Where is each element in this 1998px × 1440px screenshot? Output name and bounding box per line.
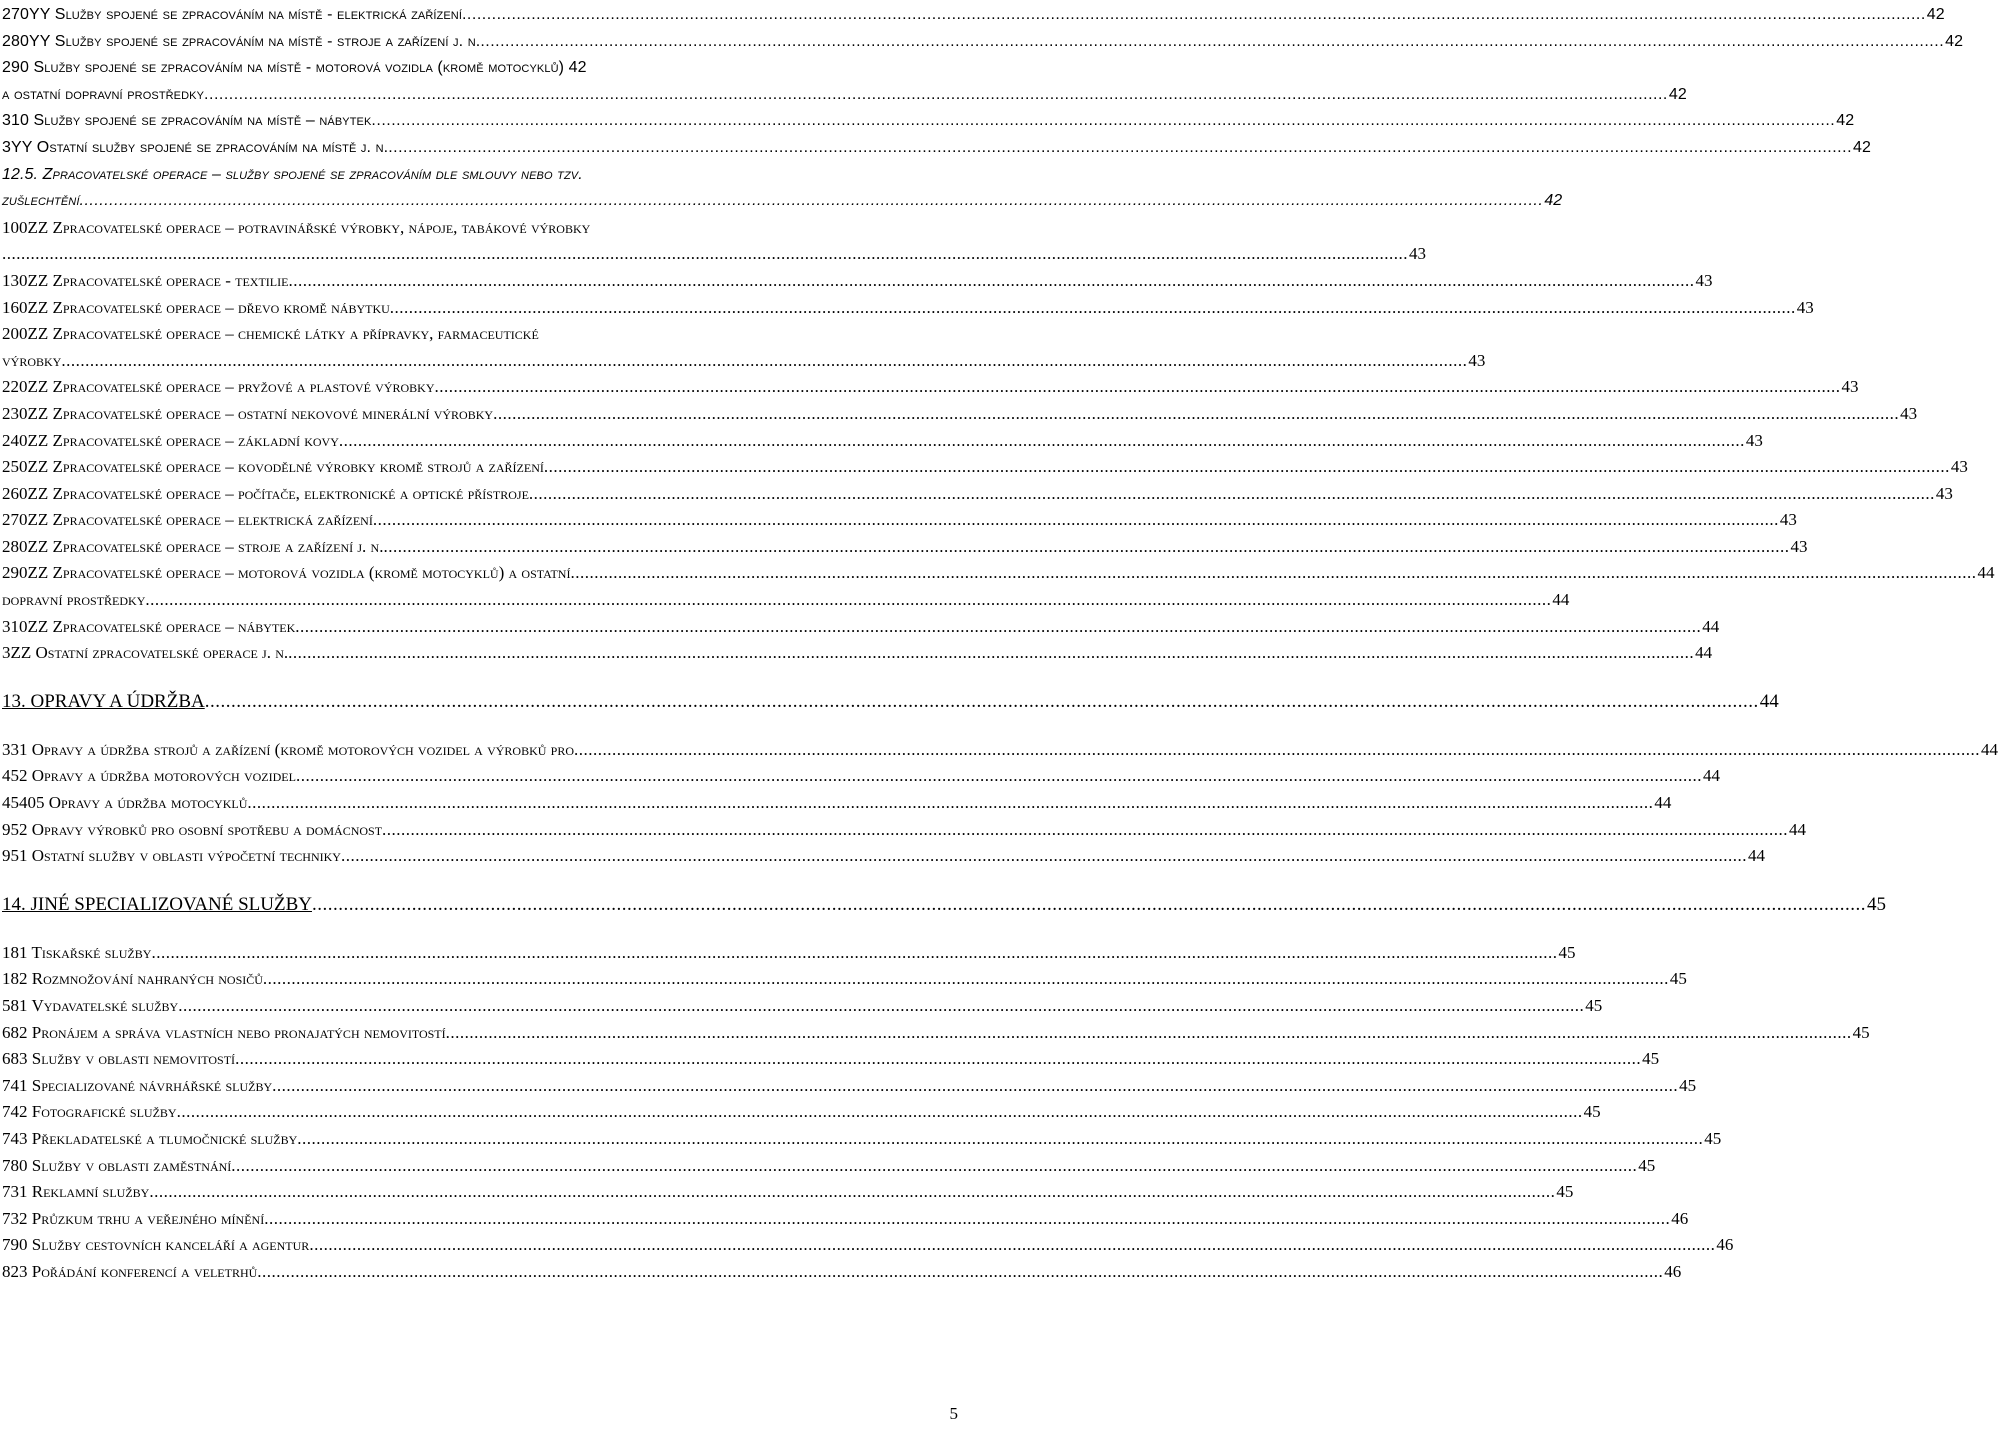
dot-leader (388, 135, 1852, 162)
toc-entry-page: 42 (1544, 192, 1563, 210)
dot-leader (204, 82, 1668, 109)
toc-entry-title: 732 Průzkum trhu a veřejného mínění (2, 1208, 265, 1228)
toc-entry-title: 682 Pronájem a správa vlastních nebo pronajatých nemovitostí (2, 1022, 446, 1042)
toc-entry-title: 743 Překladatelské a tlumočnické služby (2, 1128, 298, 1148)
toc-entry[interactable] (0, 29, 1964, 56)
toc-entry[interactable] (0, 401, 1918, 428)
toc-entry-page: 45 (1669, 969, 1687, 989)
toc-entry-title: výrobky (2, 350, 62, 370)
toc-entry-page: 45 (1638, 1155, 1656, 1175)
dot-leader (462, 2, 1926, 29)
toc-entry-title: 290 Služby spojené se zpracováním na místě - motorová vozidla (kromě motocyklů) 42 (2, 59, 587, 77)
toc-entry-page: 45 (1704, 1128, 1722, 1148)
toc-entry[interactable] (0, 560, 1995, 587)
toc-entry[interactable] (0, 507, 1797, 534)
toc-entry-page: 45 (1679, 1075, 1697, 1095)
toc-entry[interactable] (0, 428, 1763, 455)
toc-entry[interactable] (0, 940, 1576, 967)
page-number: 5 (949, 1404, 958, 1423)
toc-entry-title: 280YY Služby spojené se zpracováním na místě - stroje a zařízení j. n. (2, 32, 481, 50)
toc-entry[interactable] (0, 348, 1486, 375)
toc-entry[interactable] (0, 1206, 1689, 1233)
dot-leader (151, 940, 1557, 967)
dot-leader (480, 29, 1944, 56)
toc-entry-title: 220ZZ Zpracovatelské operace – pryžové a plastové výrobky (2, 377, 435, 397)
toc-entry-title: 13. OPRAVY A ÚDRŽBA (2, 690, 205, 712)
toc-entry-page: 43 (1695, 270, 1713, 290)
toc-entry-title: 731 Reklamní služby (2, 1182, 150, 1202)
toc-entry[interactable] (0, 1020, 1870, 1047)
toc-entry-title: 452 Opravy a údržba motorových vozidel (2, 766, 296, 786)
dot-leader (178, 993, 1584, 1020)
toc-entry-title: 952 Opravy výrobků pro osobní spotřebu a domácnost (2, 819, 383, 839)
toc-entry-page: 45 (1558, 942, 1576, 962)
dot-leader (297, 1126, 1703, 1153)
toc-entry-page: 42 (1926, 6, 1945, 23)
toc-entry[interactable] (0, 614, 1720, 641)
toc-entry[interactable] (0, 763, 1720, 790)
toc-entry-page: 43 (1841, 377, 1859, 397)
table-of-contents (0, 2, 1998, 1286)
toc-entry-title: 240ZZ Zpracovatelské operace – základní kovy (2, 430, 339, 450)
toc-section-heading[interactable] (0, 888, 1886, 922)
dot-leader (446, 1020, 1852, 1047)
toc-entry-title: 742 Fotografické služby (2, 1102, 177, 1122)
dot-leader (61, 348, 1467, 375)
toc-entry-title: 250ZZ Zpracovatelské operace – kovodělné výrobky kromě strojů a zařízení (2, 457, 544, 477)
toc-entry[interactable] (0, 640, 1713, 667)
dot-leader (2, 241, 1408, 268)
toc-entry-page: 44 (1702, 616, 1720, 636)
toc-entry-page: 45 (1852, 1022, 1870, 1042)
toc-entry-page: 42 (1836, 112, 1855, 130)
toc-entry-title: 280ZZ Zpracovatelské operace – stroje a zařízení j. n. (2, 536, 384, 556)
toc-entry-page: 43 (1796, 297, 1814, 317)
toc-entry[interactable] (0, 55, 960, 82)
toc-entry-page: 45 (1556, 1182, 1574, 1202)
spacer (0, 667, 960, 685)
dot-leader (371, 108, 1835, 135)
toc-entry-page: 46 (1716, 1235, 1734, 1255)
dot-leader (339, 428, 1745, 455)
toc-entry[interactable] (0, 268, 1713, 295)
toc-entry[interactable] (0, 1232, 1734, 1259)
toc-entry[interactable] (0, 82, 1687, 109)
toc-entry-title: 823 Pořádání konferencí a veletrhů (2, 1261, 258, 1281)
toc-entry[interactable] (0, 1259, 1682, 1286)
toc-entry-title: a ostatní dopravní prostředky (2, 85, 205, 103)
toc-entry-title: 3ZZ Ostatní zpracovatelské operace j. n. (2, 643, 289, 663)
toc-entry-page: 43 (1468, 350, 1486, 370)
toc-entry-title: 3YY Ostatní služby spojené se zpracováním na místě j. n. (2, 138, 389, 156)
toc-entry-title: 270YY Služby spojené se zpracováním na místě - elektrická zařízení (2, 6, 462, 23)
dot-leader (272, 1073, 1678, 1100)
toc-entry[interactable] (0, 993, 1603, 1020)
toc-entry-title: 310 Služby spojené se zpracováním na místě – nábytek (2, 112, 372, 130)
toc-entry-title: 230ZZ Zpracovatelské operace – ostatní nekovové minerální výrobky (2, 403, 494, 423)
toc-section-heading[interactable] (0, 685, 1779, 719)
toc-entry[interactable] (0, 135, 1872, 162)
toc-entry-title: 260ZZ Zpracovatelské operace – počítače, elektronické a optické přístroje (2, 483, 529, 503)
toc-entry-title: 780 Služby v oblasti zaměstnání (2, 1155, 232, 1175)
spacer (0, 870, 960, 888)
toc-entry-page: 44 (1695, 643, 1713, 663)
toc-entry[interactable] (0, 241, 1426, 268)
toc-entry-title: 741 Specializované návrhářské služby (2, 1075, 273, 1095)
dot-leader (309, 1232, 1715, 1259)
toc-entry[interactable] (0, 790, 1672, 817)
dot-leader (544, 454, 1950, 481)
toc-entry-title: 581 Vydavatelské služby (2, 996, 179, 1015)
dot-leader (235, 1046, 1641, 1073)
dot-leader (177, 1099, 1583, 1126)
toc-entry[interactable] (0, 843, 1765, 870)
dot-leader (382, 817, 1788, 844)
toc-entry[interactable] (0, 188, 1563, 215)
toc-entry[interactable] (0, 1073, 1697, 1100)
dot-leader (312, 888, 1866, 922)
toc-entry-title: 310ZZ Zpracovatelské operace – nábytek (2, 616, 296, 636)
toc-entry-title: 182 Rozmnožování nahraných nosičů (2, 969, 263, 989)
toc-entry-title: 45405 Opravy a údržba motocyklů (2, 793, 248, 813)
dot-leader (435, 374, 1841, 401)
toc-entry-page: 43 (1779, 510, 1797, 530)
dot-leader (247, 790, 1653, 817)
toc-entry[interactable] (0, 534, 1808, 561)
toc-entry-title: 270ZZ Zpracovatelské operace – elektrická zařízení (2, 510, 373, 530)
toc-entry[interactable] (0, 374, 1859, 401)
toc-entry-page: 45 (1583, 1102, 1601, 1122)
toc-entry-page: 42 (1945, 32, 1964, 50)
toc-entry[interactable] (0, 2, 1945, 29)
toc-entry-title: zušlechtění (2, 192, 80, 210)
dot-leader (288, 640, 1694, 667)
toc-entry-page: 46 (1664, 1261, 1682, 1281)
toc-entry-title: 181 Tiskařské služby (2, 942, 152, 962)
toc-entry[interactable] (0, 295, 1814, 322)
toc-entry-page: 44 (1977, 563, 1995, 583)
toc-entry-page: 44 (1759, 690, 1779, 712)
dot-leader (574, 737, 1980, 764)
spacer (0, 719, 960, 737)
toc-entry-title: 14. JINÉ SPECIALIZOVANÉ SLUŽBY (2, 893, 312, 915)
toc-entry[interactable] (0, 215, 960, 242)
toc-entry[interactable] (0, 817, 1807, 844)
toc-entry-page: 45 (1866, 893, 1886, 915)
toc-entry-title: 290ZZ Zpracovatelské operace – motorová vozidla (kromě motocyklů) a ostatní (2, 563, 571, 583)
toc-entry-page: 44 (1789, 819, 1807, 839)
toc-entry-title: 160ZZ Zpracovatelské operace – dřevo kromě nábytku (2, 297, 390, 317)
toc-entry-page: 44 (1981, 739, 1998, 759)
dot-leader (570, 560, 1976, 587)
dot-leader (288, 268, 1694, 295)
toc-entry[interactable] (0, 1179, 1574, 1206)
toc-entry-page: 44 (1654, 793, 1672, 813)
toc-entry-page: 42 (1853, 138, 1872, 156)
toc-entry[interactable] (0, 966, 1687, 993)
dot-leader (80, 188, 1544, 215)
dot-leader (145, 587, 1551, 614)
toc-entry-title: 100ZZ Zpracovatelské operace – potravinářské výrobky, nápoje, tabákové výrobky (2, 217, 591, 237)
toc-entry-title: 200ZZ Zpracovatelské operace – chemické látky a přípravky, farmaceutické (2, 324, 539, 344)
toc-entry[interactable] (0, 587, 1570, 614)
toc-entry-page: 45 (1585, 996, 1603, 1015)
toc-entry[interactable] (0, 737, 1998, 764)
toc-entry-title: dopravní prostředky (2, 590, 146, 610)
dot-leader (383, 534, 1789, 561)
dot-leader (231, 1153, 1637, 1180)
toc-entry-page: 46 (1671, 1208, 1689, 1228)
toc-entry-title: 130ZZ Zpracovatelské operace - textilie (2, 270, 289, 290)
toc-entry-page: 43 (1745, 430, 1763, 450)
dot-leader (373, 507, 1779, 534)
toc-entry[interactable] (0, 108, 1855, 135)
toc-entry[interactable] (0, 1099, 1601, 1126)
dot-leader (264, 1206, 1670, 1233)
dot-leader (205, 685, 1759, 719)
dot-leader (257, 1259, 1663, 1286)
toc-entry-page: 43 (1935, 483, 1953, 503)
toc-entry[interactable] (0, 1126, 1722, 1153)
toc-entry-page: 44 (1702, 766, 1720, 786)
toc-entry-page: 42 (1668, 85, 1687, 103)
toc-entry-title: 683 Služby v oblasti nemovitostí (2, 1049, 236, 1069)
spacer (0, 922, 960, 940)
toc-entry-page: 43 (1409, 244, 1426, 264)
dot-leader (341, 843, 1747, 870)
toc-entry-title: 331 Opravy a údržba strojů a zařízení (kromě motorových vozidel a výrobků pro (2, 739, 575, 759)
toc-entry[interactable] (0, 1046, 1660, 1073)
toc-entry-page: 43 (1790, 536, 1808, 556)
toc-entry[interactable] (0, 454, 1968, 481)
toc-entry-page: 43 (1900, 403, 1918, 423)
dot-leader (149, 1179, 1555, 1206)
toc-entry-title: 790 Služby cestovních kanceláří a agentur (2, 1235, 310, 1255)
dot-leader (296, 763, 1702, 790)
toc-entry-page: 44 (1747, 846, 1765, 866)
toc-entry[interactable] (0, 481, 1953, 508)
toc-entry-title: 951 Ostatní služby v oblasti výpočetní techniky (2, 846, 341, 866)
toc-entry[interactable] (0, 1153, 1656, 1180)
toc-entry[interactable] (0, 162, 960, 189)
dot-leader (390, 295, 1796, 322)
toc-entry-title: 12.5. Zpracovatelské operace – služby spojené se zpracováním dle smlouvy nebo tzv. (2, 165, 583, 183)
toc-entry-page: 43 (1950, 457, 1968, 477)
toc-entry-page: 44 (1552, 590, 1570, 610)
dot-leader (529, 481, 1935, 508)
dot-leader (295, 614, 1701, 641)
toc-entry-page: 45 (1642, 1049, 1660, 1069)
dot-leader (263, 966, 1669, 993)
toc-entry[interactable] (0, 321, 960, 348)
dot-leader (493, 401, 1899, 428)
